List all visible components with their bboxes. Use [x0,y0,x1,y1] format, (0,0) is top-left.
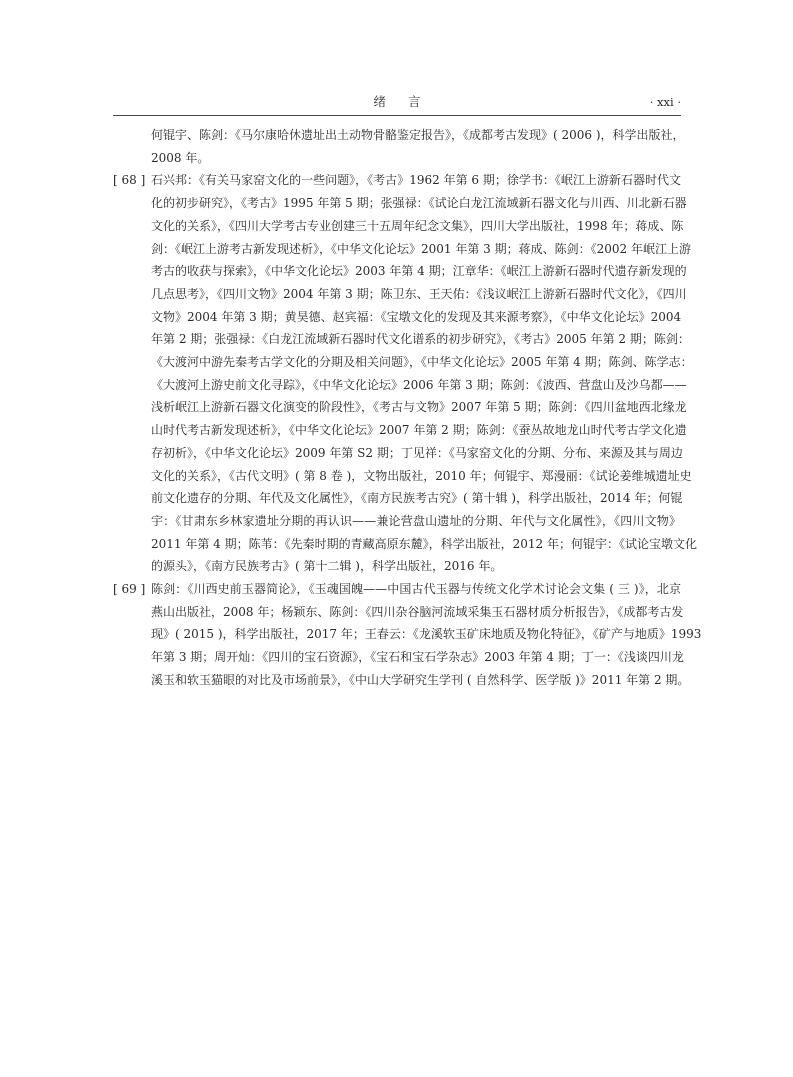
text-line: 陈剑：《川西史前玉器简论》，《玉魂国魄——中国古代玉器与传统文化学术讨论会文集 ( 三 )》，北京 [151,582,681,597]
text-line: 燕山出版社，2008 年；杨颖东、陈剑：《四川杂谷脑河流域采集玉石器材质分析报告》，《成都考古发 [151,604,684,619]
text-line: 年第 2 期；张强禄：《白龙江流域新石器时代文化谱系的初步研究》，《考古》2005 年第 2 期；陈剑： [151,332,690,347]
text-line: 2011 年第 4 期；陈苇：《先秦时期的青藏高原东麓》，科学出版社，2012 年；何锟宇：《试论宝墩文化 [151,536,697,551]
text-line: 《大渡河上游史前文化寻踪》，《中华文化论坛》2006 年第 3 期；陈剑：《波西、营盘山及沙乌都—— [151,377,687,392]
running-header [113,90,681,116]
reference-number: [ 69 ] [113,582,146,597]
text-line: 山时代考古新发现述析》，《中华文化论坛》2007 年第 2 期；陈剑：《蚕丛故地龙山时代考古学文化遗 [151,423,687,438]
reference-entry-67-continued [113,124,685,169]
text-line: 化的初步研究》，《考古》1995 年第 5 期；张强禄：《试论白龙江流域新石器文化与川西、川北新石器 [151,196,687,211]
text-line: 宇：《甘肃东乡林家遗址分期的再认识——兼论营盘山遗址的分期、年代与文化属性》，《四川文物》 [151,513,681,528]
text-line: 存初析》，《中华文化论坛》2009 年第 S2 期；丁见祥：《马家窑文化的分期、分布、来源及其与周边 [151,445,683,460]
text-line: 现》( 2015 )，科学出版社，2017 年；王春云：《龙溪软玉矿床地质及物化特征》，《矿产与地质》1993 [151,627,702,642]
text-line: 的源头》，《南方民族考古》( 第十二辑 )，科学出版社，2016 年。 [151,559,503,574]
text-line: 文物》2004 年第 3 期；黄昊德、赵宾福：《宝墩文化的发现及其来源考察》，《中华文化论坛》2004 [151,309,682,324]
page-number: · xxi · [649,95,681,109]
text-line: 《大渡河中游先秦考古学文化的分期及相关问题》，《中华文化论坛》2005 年第 4 期；陈剑、陈学志： [151,355,693,370]
running-header-title: 绪言 [373,94,443,109]
text-line: 考古的收获与探索》，《中华文化论坛》2003 年第 4 期；江章华：《岷江上游新石器时代遗存新发现的 [151,264,687,279]
text-line: 石兴邦：《有关马家窑文化的一些问题》，《考古》1962 年第 6 期；徐学书：《岷江上游新石器时代文 [151,173,681,188]
text-line: 2008 年。 [151,150,210,165]
text-line: 年第 3 期；周开灿：《四川的宝石资源》，《宝石和宝石学杂志》2003 年第 4 期；丁一：《浅谈四川龙 [151,650,684,665]
text-line: 文化的关系》，《四川大学考古专业创建三十五周年纪念文集》，四川大学出版社，1998 年；蒋成、陈 [151,218,684,233]
text-line: 何锟宇、陈剑：《马尔康哈休遗址出土动物骨骼鉴定报告》，《成都考古发现》( 2006 )，科学出版社， [151,128,685,142]
text-line: 溪玉和软玉猫眼的对比及市场前景》，《中山大学研究生学刊 ( 自然科学、医学版 )》2011 年第 2 期。 [151,672,690,687]
reference-number: [ 68 ] [113,173,146,188]
reference-list [113,124,702,692]
text-line: 前文化遗存的分期、年代及文化属性》，《南方民族考古究》( 第十辑 )，科学出版社，2014 年；何锟 [151,491,683,506]
reference-entry-69 [113,578,702,692]
text-line: 浅析岷江上游新石器文化演变的阶段性》，《考古与文物》2007 年第 5 期；陈剑：《四川盆地西北缘龙 [151,400,687,415]
text-line: 文化的关系》，《古代文明》( 第 8 卷 )，文物出版社，2010 年；何锟宇、郑漫丽：《试论姜维城遗址史 [151,468,692,483]
reference-entry-68 [113,169,697,578]
text-line: 几点思考》，《四川文物》2004 年第 3 期；陈卫东、王天佑：《浅议岷江上游新石器时代文化》，《四川 [151,286,687,301]
text-line: 剑：《岷江上游考古新发现述析》，《中华文化论坛》2001 年第 3 期；蒋成、陈剑：《2002 年岷江上游 [151,241,691,256]
